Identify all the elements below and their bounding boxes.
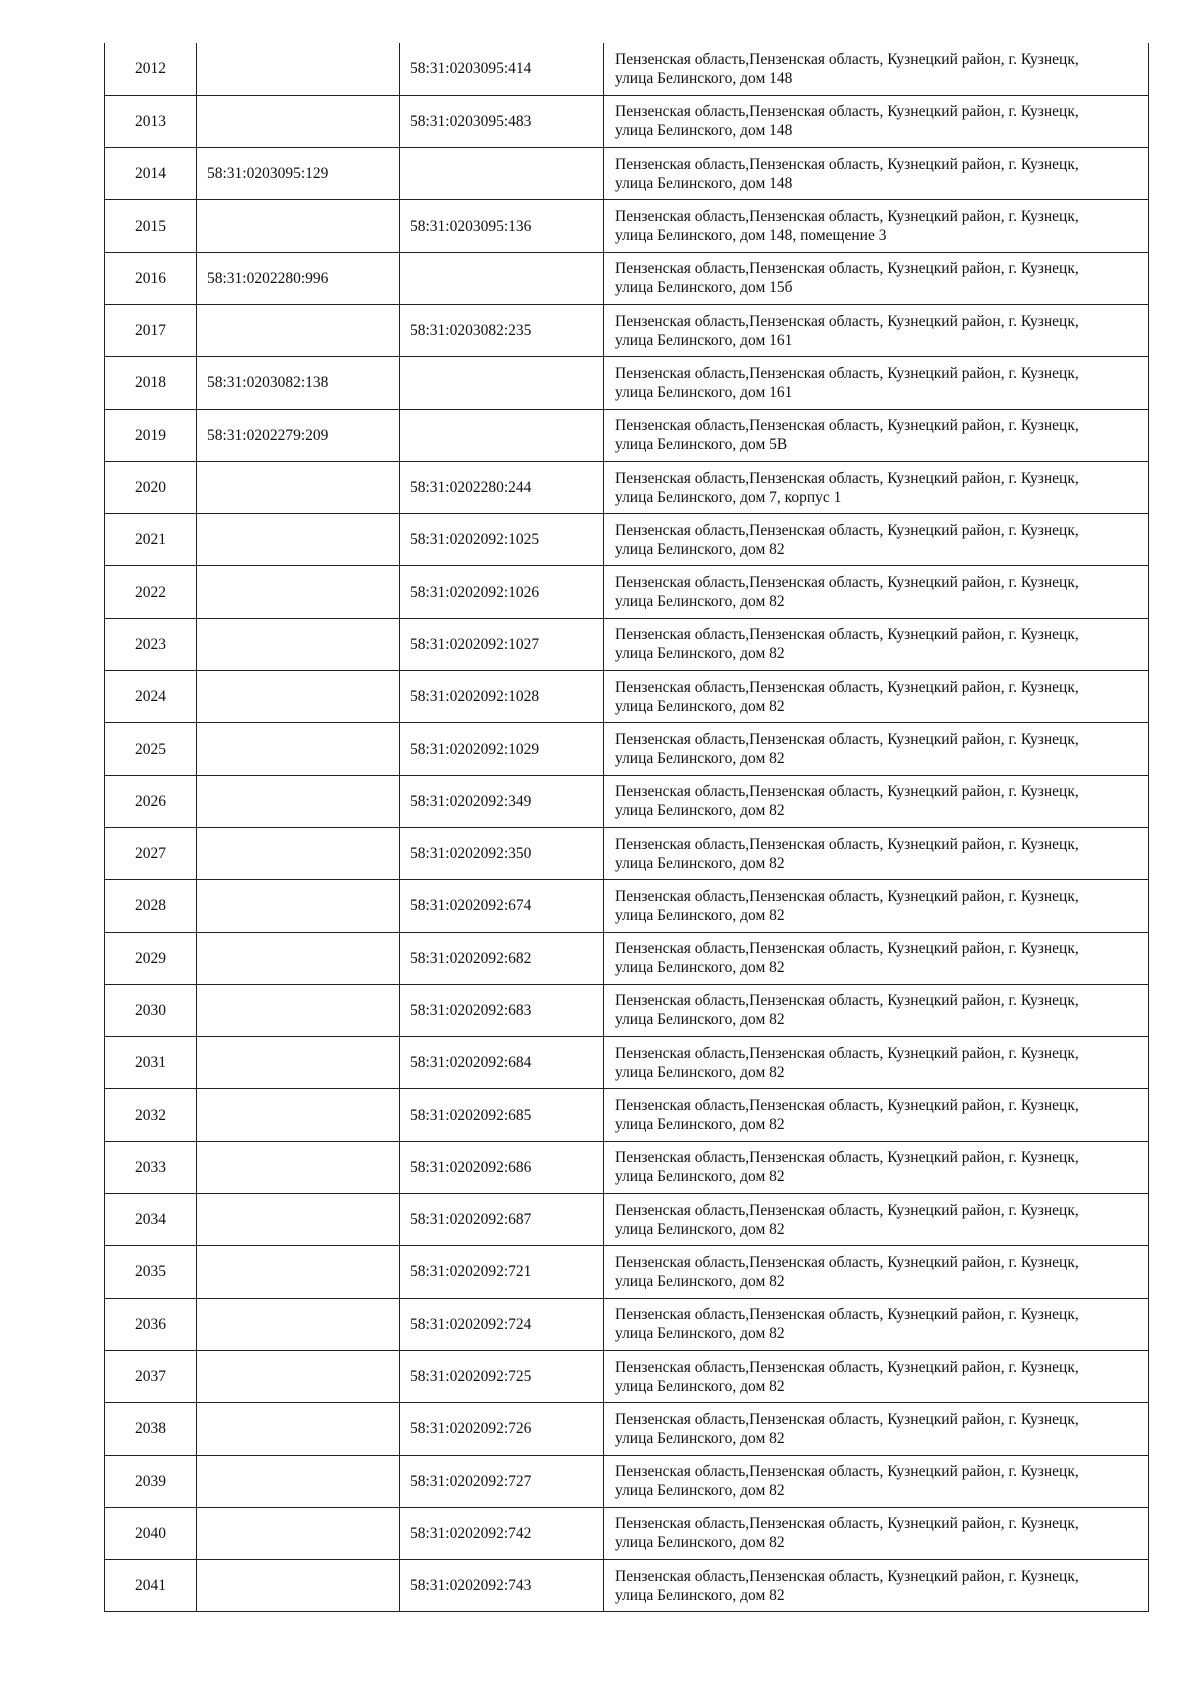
table-row xyxy=(105,618,1149,670)
table-row xyxy=(105,566,1149,618)
object-cadastral-number-cell: 58:31:0202092:725 xyxy=(400,1350,604,1402)
object-cadastral-number-cell: 58:31:0202092:674 xyxy=(400,880,604,932)
object-cadastral-number-cell: 58:31:0202092:1027 xyxy=(400,618,604,670)
parcel-cadastral-number-cell: 58:31:0202280:996 xyxy=(197,252,400,304)
parcel-cadastral-number-cell xyxy=(197,618,400,670)
row-number-cell: 2024 xyxy=(105,671,197,723)
row-number-cell: 2020 xyxy=(105,461,197,513)
parcel-cadastral-number-cell xyxy=(197,880,400,932)
table-row xyxy=(105,671,1149,723)
row-number-cell: 2037 xyxy=(105,1350,197,1402)
parcel-cadastral-number-cell xyxy=(197,827,400,879)
row-number-cell: 2014 xyxy=(105,148,197,200)
object-cadastral-number-cell: 58:31:0202092:683 xyxy=(400,984,604,1036)
table-row xyxy=(105,1037,1149,1089)
address-cell: Пензенская область,Пензенская область, Кузнецкий район, г. Кузнецк, улица Белинского, дом 82 xyxy=(604,1246,1149,1298)
row-number-cell: 2029 xyxy=(105,932,197,984)
parcel-cadastral-number-cell xyxy=(197,304,400,356)
address-cell: Пензенская область,Пензенская область, Кузнецкий район, г. Кузнецк, улица Белинского, дом 148, помещение 3 xyxy=(604,200,1149,252)
table-row xyxy=(105,357,1149,409)
table-row xyxy=(105,1560,1149,1612)
object-cadastral-number-cell: 58:31:0202280:244 xyxy=(400,461,604,513)
object-cadastral-number-cell xyxy=(400,252,604,304)
parcel-cadastral-number-cell xyxy=(197,1298,400,1350)
parcel-cadastral-number-cell xyxy=(197,1037,400,1089)
row-number-cell: 2039 xyxy=(105,1455,197,1507)
address-cell: Пензенская область,Пензенская область, Кузнецкий район, г. Кузнецк, улица Белинского, дом 161 xyxy=(604,304,1149,356)
parcel-cadastral-number-cell xyxy=(197,1507,400,1559)
parcel-cadastral-number-cell xyxy=(197,1141,400,1193)
cadastral-table xyxy=(104,43,1149,1612)
address-cell: Пензенская область,Пензенская область, Кузнецкий район, г. Кузнецк, улица Белинского, дом 15б xyxy=(604,252,1149,304)
table-row xyxy=(105,932,1149,984)
table-row xyxy=(105,1350,1149,1402)
address-cell: Пензенская область,Пензенская область, Кузнецкий район, г. Кузнецк, улица Белинского, дом 5В xyxy=(604,409,1149,461)
parcel-cadastral-number-cell: 58:31:0203082:138 xyxy=(197,357,400,409)
table-row xyxy=(105,148,1149,200)
address-cell: Пензенская область,Пензенская область, Кузнецкий район, г. Кузнецк, улица Белинского, дом 82 xyxy=(604,775,1149,827)
table-row xyxy=(105,200,1149,252)
address-cell: Пензенская область,Пензенская область, Кузнецкий район, г. Кузнецк, улица Белинского, дом 82 xyxy=(604,880,1149,932)
table-row xyxy=(105,880,1149,932)
object-cadastral-number-cell: 58:31:0202092:743 xyxy=(400,1560,604,1612)
object-cadastral-number-cell: 58:31:0202092:684 xyxy=(400,1037,604,1089)
table-row xyxy=(105,461,1149,513)
parcel-cadastral-number-cell xyxy=(197,671,400,723)
address-cell: Пензенская область,Пензенская область, Кузнецкий район, г. Кузнецк, улица Белинского, дом 82 xyxy=(604,514,1149,566)
table-row xyxy=(105,1298,1149,1350)
parcel-cadastral-number-cell xyxy=(197,1350,400,1402)
table-row xyxy=(105,1455,1149,1507)
row-number-cell: 2027 xyxy=(105,827,197,879)
object-cadastral-number-cell: 58:31:0202092:687 xyxy=(400,1194,604,1246)
parcel-cadastral-number-cell xyxy=(197,932,400,984)
table-row xyxy=(105,1089,1149,1141)
row-number-cell: 2040 xyxy=(105,1507,197,1559)
table-row xyxy=(105,252,1149,304)
object-cadastral-number-cell: 58:31:0202092:686 xyxy=(400,1141,604,1193)
row-number-cell: 2030 xyxy=(105,984,197,1036)
object-cadastral-number-cell: 58:31:0202092:350 xyxy=(400,827,604,879)
address-cell: Пензенская область,Пензенская область, Кузнецкий район, г. Кузнецк, улица Белинского, дом 82 xyxy=(604,1455,1149,1507)
address-cell: Пензенская область,Пензенская область, Кузнецкий район, г. Кузнецк, улица Белинского, дом 82 xyxy=(604,618,1149,670)
table-row xyxy=(105,1194,1149,1246)
table-row xyxy=(105,1507,1149,1559)
parcel-cadastral-number-cell xyxy=(197,1089,400,1141)
parcel-cadastral-number-cell: 58:31:0202279:209 xyxy=(197,409,400,461)
row-number-cell: 2023 xyxy=(105,618,197,670)
parcel-cadastral-number-cell xyxy=(197,775,400,827)
object-cadastral-number-cell: 58:31:0202092:1026 xyxy=(400,566,604,618)
parcel-cadastral-number-cell xyxy=(197,566,400,618)
object-cadastral-number-cell: 58:31:0202092:349 xyxy=(400,775,604,827)
address-cell: Пензенская область,Пензенская область, Кузнецкий район, г. Кузнецк, улица Белинского, дом 82 xyxy=(604,1141,1149,1193)
object-cadastral-number-cell: 58:31:0202092:726 xyxy=(400,1403,604,1455)
object-cadastral-number-cell: 58:31:0202092:724 xyxy=(400,1298,604,1350)
address-cell: Пензенская область,Пензенская область, Кузнецкий район, г. Кузнецк, улица Белинского, дом 148 xyxy=(604,95,1149,147)
row-number-cell: 2041 xyxy=(105,1560,197,1612)
address-cell: Пензенская область,Пензенская область, Кузнецкий район, г. Кузнецк, улица Белинского, дом 82 xyxy=(604,1194,1149,1246)
row-number-cell: 2031 xyxy=(105,1037,197,1089)
parcel-cadastral-number-cell xyxy=(197,1560,400,1612)
row-number-cell: 2015 xyxy=(105,200,197,252)
object-cadastral-number-cell: 58:31:0202092:682 xyxy=(400,932,604,984)
row-number-cell: 2028 xyxy=(105,880,197,932)
table-row xyxy=(105,43,1149,95)
address-cell: Пензенская область,Пензенская область, Кузнецкий район, г. Кузнецк, улица Белинского, дом 82 xyxy=(604,1403,1149,1455)
row-number-cell: 2016 xyxy=(105,252,197,304)
parcel-cadastral-number-cell xyxy=(197,461,400,513)
table-row xyxy=(105,723,1149,775)
row-number-cell: 2034 xyxy=(105,1194,197,1246)
parcel-cadastral-number-cell xyxy=(197,514,400,566)
row-number-cell: 2036 xyxy=(105,1298,197,1350)
table-row xyxy=(105,409,1149,461)
address-cell: Пензенская область,Пензенская область, Кузнецкий район, г. Кузнецк, улица Белинского, дом 82 xyxy=(604,1507,1149,1559)
parcel-cadastral-number-cell xyxy=(197,1455,400,1507)
address-cell: Пензенская область,Пензенская область, Кузнецкий район, г. Кузнецк, улица Белинского, дом 82 xyxy=(604,1089,1149,1141)
row-number-cell: 2022 xyxy=(105,566,197,618)
row-number-cell: 2035 xyxy=(105,1246,197,1298)
object-cadastral-number-cell: 58:31:0202092:1029 xyxy=(400,723,604,775)
address-cell: Пензенская область,Пензенская область, Кузнецкий район, г. Кузнецк, улица Белинского, дом 82 xyxy=(604,932,1149,984)
address-cell: Пензенская область,Пензенская область, Кузнецкий район, г. Кузнецк, улица Белинского, дом 82 xyxy=(604,1298,1149,1350)
address-cell: Пензенская область,Пензенская область, Кузнецкий район, г. Кузнецк, улица Белинского, дом 82 xyxy=(604,566,1149,618)
row-number-cell: 2038 xyxy=(105,1403,197,1455)
object-cadastral-number-cell: 58:31:0202092:721 xyxy=(400,1246,604,1298)
object-cadastral-number-cell: 58:31:0203095:483 xyxy=(400,95,604,147)
parcel-cadastral-number-cell xyxy=(197,95,400,147)
row-number-cell: 2025 xyxy=(105,723,197,775)
table-row xyxy=(105,1246,1149,1298)
object-cadastral-number-cell: 58:31:0203082:235 xyxy=(400,304,604,356)
parcel-cadastral-number-cell xyxy=(197,1403,400,1455)
row-number-cell: 2017 xyxy=(105,304,197,356)
object-cadastral-number-cell: 58:31:0202092:1028 xyxy=(400,671,604,723)
parcel-cadastral-number-cell xyxy=(197,984,400,1036)
table-row xyxy=(105,1141,1149,1193)
address-cell: Пензенская область,Пензенская область, Кузнецкий район, г. Кузнецк, улица Белинского, дом 161 xyxy=(604,357,1149,409)
object-cadastral-number-cell: 58:31:0203095:136 xyxy=(400,200,604,252)
object-cadastral-number-cell xyxy=(400,409,604,461)
parcel-cadastral-number-cell xyxy=(197,43,400,95)
table-row xyxy=(105,514,1149,566)
object-cadastral-number-cell: 58:31:0202092:727 xyxy=(400,1455,604,1507)
row-number-cell: 2018 xyxy=(105,357,197,409)
object-cadastral-number-cell xyxy=(400,357,604,409)
parcel-cadastral-number-cell: 58:31:0203095:129 xyxy=(197,148,400,200)
address-cell: Пензенская область,Пензенская область, Кузнецкий район, г. Кузнецк, улица Белинского, дом 148 xyxy=(604,148,1149,200)
row-number-cell: 2012 xyxy=(105,43,197,95)
parcel-cadastral-number-cell xyxy=(197,1246,400,1298)
table-row xyxy=(105,304,1149,356)
table-row xyxy=(105,1403,1149,1455)
table-row xyxy=(105,827,1149,879)
address-cell: Пензенская область,Пензенская область, Кузнецкий район, г. Кузнецк, улица Белинского, дом 82 xyxy=(604,1037,1149,1089)
address-cell: Пензенская область,Пензенская область, Кузнецкий район, г. Кузнецк, улица Белинского, дом 82 xyxy=(604,1350,1149,1402)
address-cell: Пензенская область,Пензенская область, Кузнецкий район, г. Кузнецк, улица Белинского, дом 7, корпус 1 xyxy=(604,461,1149,513)
object-cadastral-number-cell: 58:31:0202092:685 xyxy=(400,1089,604,1141)
object-cadastral-number-cell: 58:31:0203095:414 xyxy=(400,43,604,95)
row-number-cell: 2026 xyxy=(105,775,197,827)
address-cell: Пензенская область,Пензенская область, Кузнецкий район, г. Кузнецк, улица Белинского, дом 148 xyxy=(604,43,1149,95)
object-cadastral-number-cell: 58:31:0202092:742 xyxy=(400,1507,604,1559)
row-number-cell: 2021 xyxy=(105,514,197,566)
row-number-cell: 2032 xyxy=(105,1089,197,1141)
table-row xyxy=(105,95,1149,147)
address-cell: Пензенская область,Пензенская область, Кузнецкий район, г. Кузнецк, улица Белинского, дом 82 xyxy=(604,827,1149,879)
table-row xyxy=(105,984,1149,1036)
table-row xyxy=(105,775,1149,827)
address-cell: Пензенская область,Пензенская область, Кузнецкий район, г. Кузнецк, улица Белинского, дом 82 xyxy=(604,723,1149,775)
parcel-cadastral-number-cell xyxy=(197,723,400,775)
object-cadastral-number-cell: 58:31:0202092:1025 xyxy=(400,514,604,566)
address-cell: Пензенская область,Пензенская область, Кузнецкий район, г. Кузнецк, улица Белинского, дом 82 xyxy=(604,984,1149,1036)
table-body xyxy=(105,43,1149,1612)
address-cell: Пензенская область,Пензенская область, Кузнецкий район, г. Кузнецк, улица Белинского, дом 82 xyxy=(604,1560,1149,1612)
object-cadastral-number-cell xyxy=(400,148,604,200)
row-number-cell: 2019 xyxy=(105,409,197,461)
row-number-cell: 2033 xyxy=(105,1141,197,1193)
row-number-cell: 2013 xyxy=(105,95,197,147)
parcel-cadastral-number-cell xyxy=(197,1194,400,1246)
address-cell: Пензенская область,Пензенская область, Кузнецкий район, г. Кузнецк, улица Белинского, дом 82 xyxy=(604,671,1149,723)
parcel-cadastral-number-cell xyxy=(197,200,400,252)
